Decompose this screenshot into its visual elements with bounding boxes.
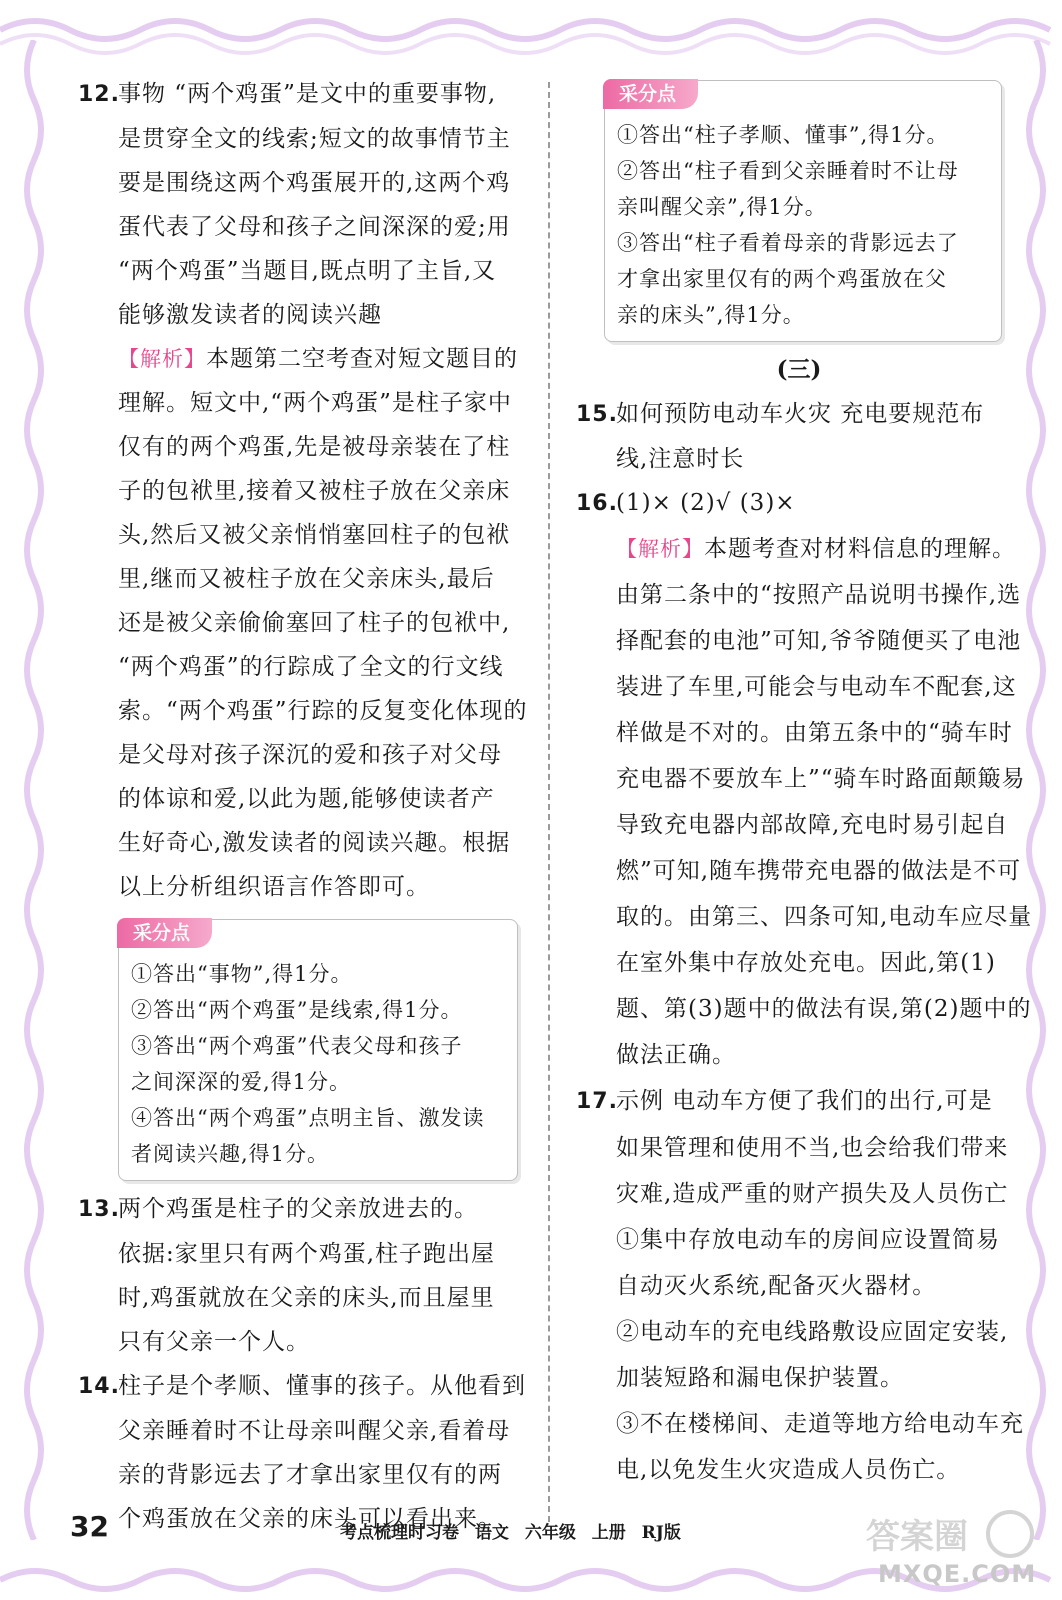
answer-line: 时,鸡蛋就放在父亲的床头,而且屋里 <box>118 1285 495 1311</box>
analysis-line: 【解析】本题第二空考查对短文题目的 <box>118 346 518 372</box>
answer-text: 如何预防电动车火灾 充电要规范布 <box>616 401 985 427</box>
analysis-line: 在室外集中存放处充电。因此,第(1) <box>616 950 996 976</box>
score-point-line: 才拿出家里仅有的两个鸡蛋放在父 <box>617 267 947 291</box>
answer-text: 示例 电动车方便了我们的出行,可是 <box>616 1088 993 1114</box>
top-wave-border <box>0 0 1062 60</box>
page-number: 32 <box>70 1510 109 1543</box>
analysis-line: 理解。短文中,“两个鸡蛋”是柱子家中 <box>118 390 512 416</box>
score-points-tag: 采分点 <box>117 918 212 948</box>
answer-line: ①集中存放电动车的房间应设置简易 <box>616 1227 1000 1253</box>
analysis-line: “两个鸡蛋”的行踪成了全文的行文线 <box>118 654 504 680</box>
left-column <box>78 72 526 1541</box>
question-15 <box>576 392 1022 481</box>
analysis-line: 装进了车里,可能会与电动车不配套,这 <box>616 674 1017 700</box>
analysis-line: 子的包袱里,接着又被柱子放在父亲床 <box>118 478 511 504</box>
analysis-line: 【解析】本题考查对材料信息的理解。 <box>616 536 1016 562</box>
answer-line: 如果管理和使用不当,也会给我们带来 <box>616 1135 1009 1161</box>
analysis-line: 充电器不要放车上”“骑车时路面颠簸易 <box>616 766 1026 792</box>
answer-text: 柱子是个孝顺、懂事的孩子。从他看到 <box>118 1373 526 1399</box>
footer-book-info: 考点梳理时习卷 语文 六年级 上册 RJ版 <box>340 1523 681 1543</box>
answer-text: 事物 “两个鸡蛋”是文中的重要事物, <box>118 81 497 107</box>
answer-line: 能够激发读者的阅读兴趣 <box>118 302 382 328</box>
question-number: 14. <box>78 1374 120 1399</box>
score-point-line: ③答出“柱子看着母亲的背影远去了 <box>617 231 959 255</box>
analysis-line: 生好奇心,激发读者的阅读兴趣。根据 <box>118 830 511 856</box>
score-point-line: ④答出“两个鸡蛋”点明主旨、激发读 <box>131 1106 485 1130</box>
analysis-line: 导致充电器内部故障,充电时易引起自 <box>616 812 1009 838</box>
answer-line: 是贯穿全文的线索;短文的故事情节主 <box>118 126 511 152</box>
analysis-line: 头,然后又被父亲悄悄塞回柱子的包袱 <box>118 522 511 548</box>
question-number: 12. <box>78 82 120 107</box>
answer-line: “两个鸡蛋”当题目,既点明了主旨,又 <box>118 258 497 284</box>
question-12 <box>78 72 526 1181</box>
answer-line: 要是围绕这两个鸡蛋展开的,这两个鸡 <box>118 170 511 196</box>
answer-line: 自动灭火系统,配备灭火器材。 <box>616 1273 937 1299</box>
svg-text:答案圈: 答案圈 <box>866 1517 968 1557</box>
left-wave-border <box>14 40 54 1540</box>
answer-line: ②电动车的充电线路敷设应固定安装, <box>616 1319 1009 1345</box>
answer-line: ③不在楼梯间、走道等地方给电动车充 <box>616 1411 1024 1437</box>
question-16 <box>576 481 1033 1078</box>
analysis-line: 以上分析组织语言作答即可。 <box>118 874 430 900</box>
score-point-line: 亲的床头”,得1分。 <box>617 303 805 327</box>
answer-line: 父亲睡着时不让母亲叫醒父亲,看着母 <box>118 1418 511 1444</box>
question-14 <box>78 1364 526 1541</box>
answer-line: 蛋代表了父母和孩子之间深深的爱;用 <box>118 214 511 240</box>
analysis-line: 做法正确。 <box>616 1042 736 1068</box>
score-point-line: ①答出“柱子孝顺、懂事”,得1分。 <box>617 123 949 147</box>
right-column <box>576 80 1033 1493</box>
answer-line: 电,以免发生火灾造成人员伤亡。 <box>616 1457 961 1483</box>
analysis-tag: 【解析】 <box>616 537 704 561</box>
score-point-line: 亲叫醒父亲”,得1分。 <box>617 195 827 219</box>
answer-line: 只有父亲一个人。 <box>118 1329 310 1355</box>
score-points-box <box>118 919 518 1181</box>
score-point-line: ②答出“柱子看到父亲睡着时不让母 <box>617 159 959 183</box>
watermark-text: MXQE.COM <box>878 1560 1037 1588</box>
question-number: 13. <box>78 1197 120 1222</box>
analysis-line: 仅有的两个鸡蛋,先是被母亲装在了柱 <box>118 434 511 460</box>
score-point-line: ③答出“两个鸡蛋”代表父母和孩子 <box>131 1034 463 1058</box>
score-points-box <box>604 80 1002 342</box>
answer-line: 依据:家里只有两个鸡蛋,柱子跑出屋 <box>118 1241 496 1267</box>
analysis-line: 由第二条中的“按照产品说明书操作,选 <box>616 582 1022 608</box>
answer-line: 线,注意时长 <box>616 446 745 472</box>
question-number: 16. <box>576 491 618 516</box>
analysis-line: 还是被父亲偷偷塞回了柱子的包袱中, <box>118 610 511 636</box>
analysis-line: 择配套的电池”可知,爷爷随便买了电池 <box>616 628 1022 654</box>
answer-line: 个鸡蛋放在父亲的床头可以看出来。 <box>118 1506 502 1532</box>
score-point-line: ①答出“事物”,得1分。 <box>131 962 353 986</box>
question-17 <box>576 1078 1022 1493</box>
analysis-line: 是父母对孩子深沉的爱和孩子对父母 <box>118 742 502 768</box>
answer-line: 亲的背影远去了才拿出家里仅有的两 <box>118 1462 502 1488</box>
answer-line: 加装短路和漏电保护装置。 <box>616 1365 904 1391</box>
question-13 <box>78 1187 526 1364</box>
column-divider <box>548 82 550 1522</box>
section-heading: (三) <box>776 356 822 383</box>
score-points-tag: 采分点 <box>603 79 698 109</box>
question-number: 17. <box>576 1089 618 1114</box>
analysis-line: 题、第(3)题中的做法有误,第(2)题中的 <box>616 996 1032 1022</box>
score-point-line: ②答出“两个鸡蛋”是线索,得1分。 <box>131 998 463 1022</box>
score-point-line: 之间深深的爱,得1分。 <box>131 1070 352 1094</box>
answer-line: 灾难,造成严重的财产损失及人员伤亡 <box>616 1181 1009 1207</box>
analysis-tag: 【解析】 <box>118 347 206 371</box>
answer-text: (1)× (2)√ (3)× <box>616 490 796 516</box>
question-number: 15. <box>576 402 618 427</box>
analysis-line: 取的。由第三、四条可知,电动车应尽量 <box>616 904 1033 930</box>
score-point-line: 者阅读兴趣,得1分。 <box>131 1142 330 1166</box>
analysis-line: 索。“两个鸡蛋”行踪的反复变化体现的 <box>118 698 528 724</box>
analysis-line: 的体谅和爱,以此为题,能够使读者产 <box>118 786 495 812</box>
answer-text: 两个鸡蛋是柱子的父亲放进去的。 <box>118 1196 478 1222</box>
analysis-line: 燃”可知,随车携带充电器的做法是不可 <box>616 858 1022 884</box>
analysis-line: 样做是不对的。由第五条中的“骑车时 <box>616 720 1013 746</box>
analysis-line: 里,继而又被柱子放在父亲床头,最后 <box>118 566 495 592</box>
